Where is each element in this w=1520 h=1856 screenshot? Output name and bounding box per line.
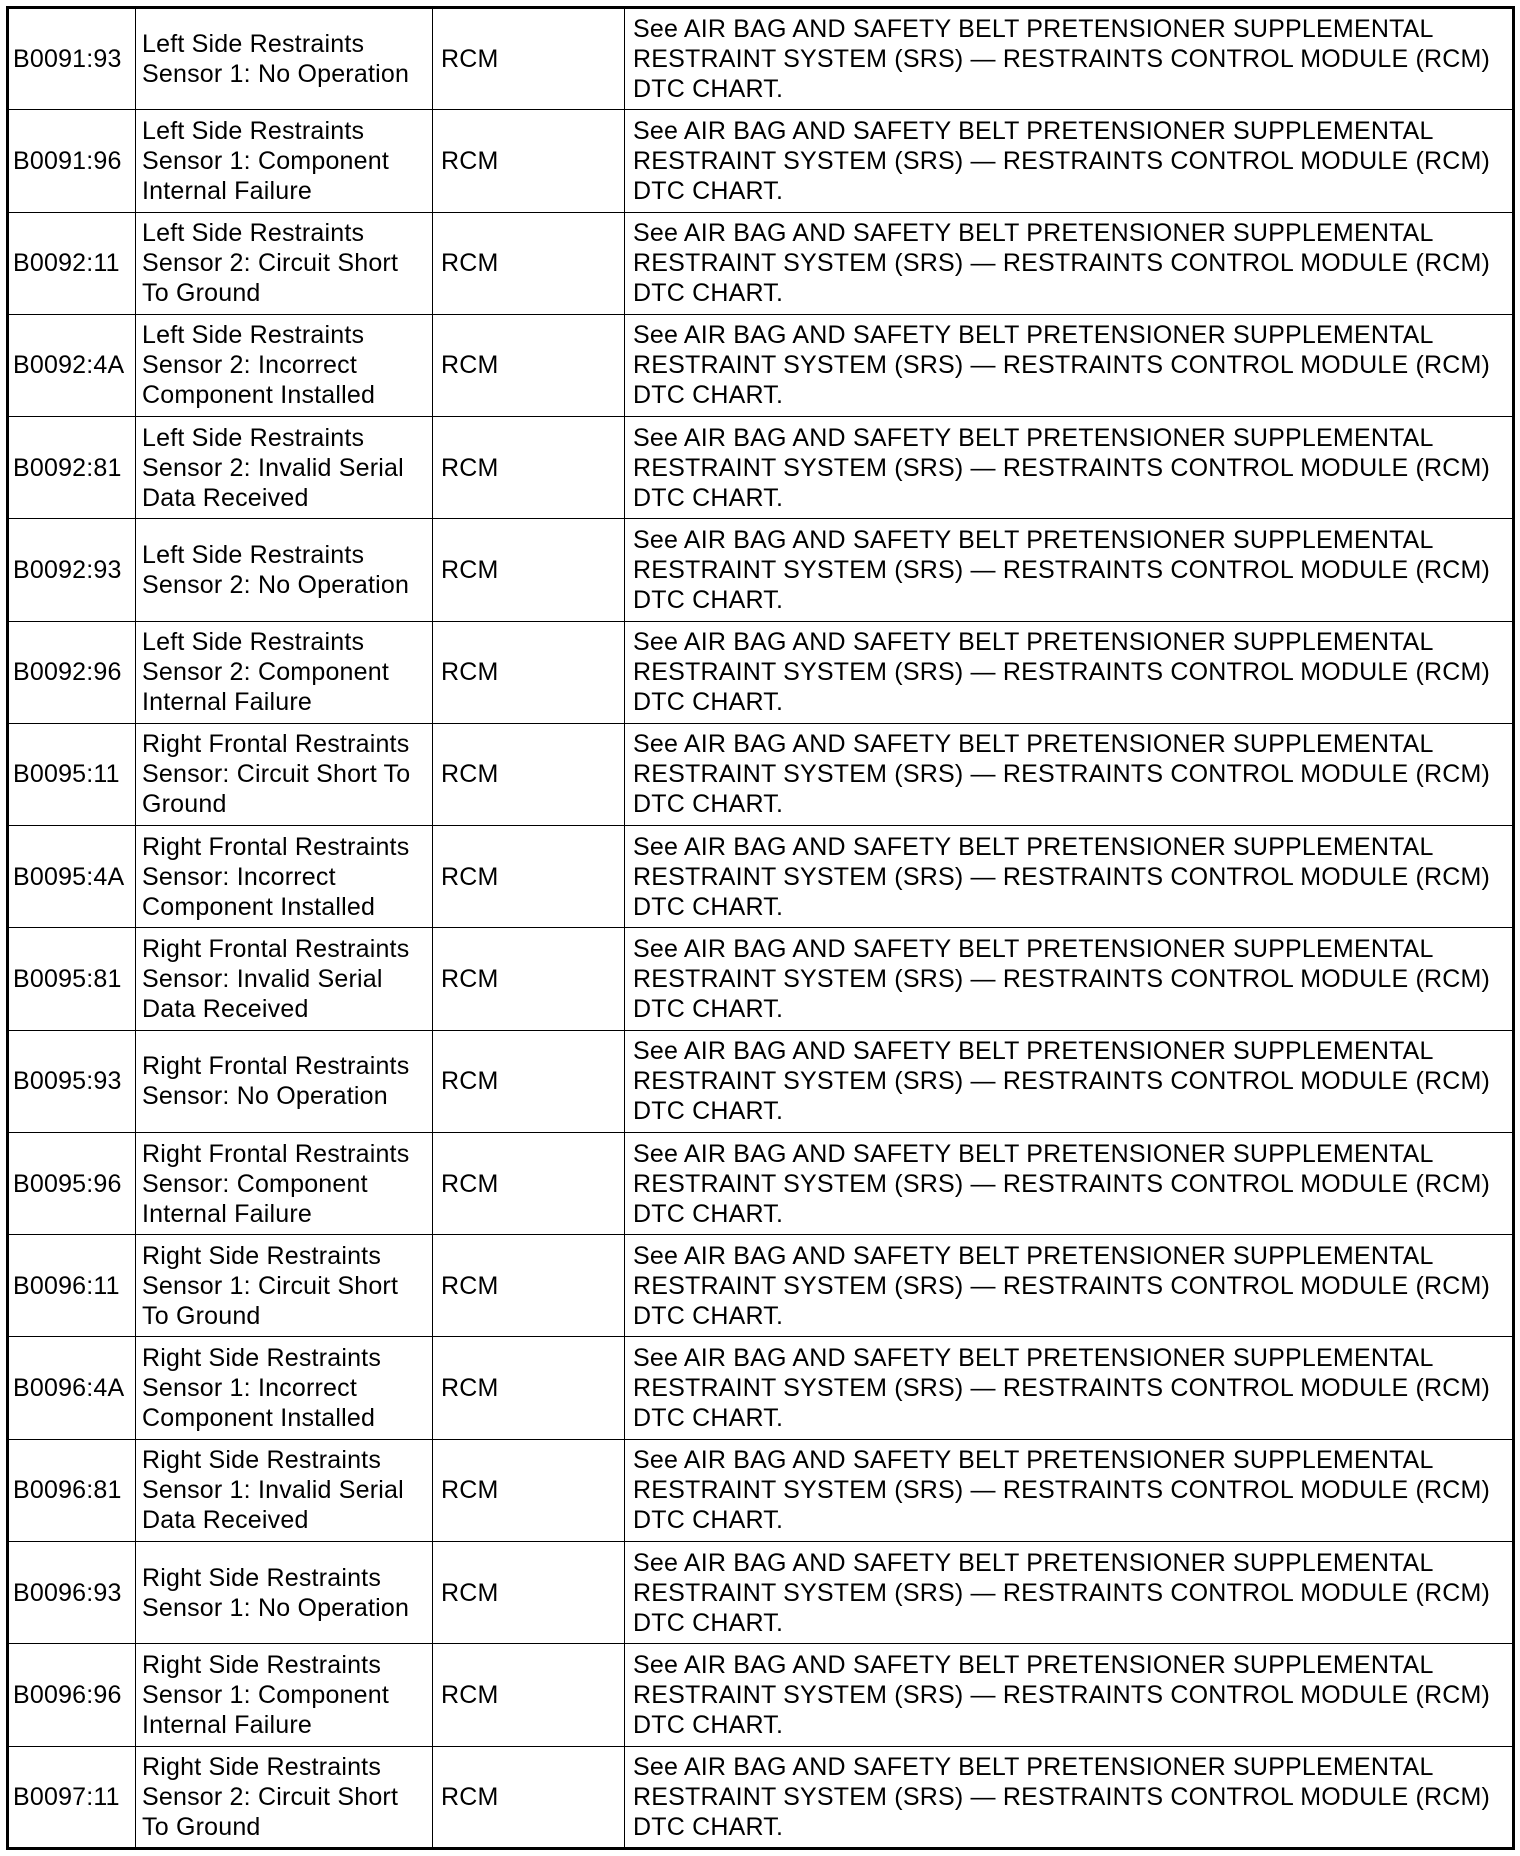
- dtc-action-cell: See AIR BAG AND SAFETY BELT PRETENSIONER SUPPLEMENTAL RESTRAINT SYSTEM (SRS) — RESTRAINTS CONTROL MODULE (RCM) DTC CHART.: [625, 928, 1514, 1030]
- dtc-code-cell: B0096:11: [8, 1235, 136, 1337]
- dtc-module-cell: RCM: [433, 519, 625, 621]
- table-row: [8, 1541, 1514, 1643]
- dtc-description-cell: Left Side Restraints Sensor 1: Component Internal Failure: [136, 110, 433, 212]
- dtc-code-cell: B0092:11: [8, 212, 136, 314]
- dtc-module-cell: RCM: [433, 826, 625, 928]
- dtc-description-cell: Right Side Restraints Sensor 1: Invalid Serial Data Received: [136, 1439, 433, 1541]
- dtc-action-cell: See AIR BAG AND SAFETY BELT PRETENSIONER SUPPLEMENTAL RESTRAINT SYSTEM (SRS) — RESTRAINTS CONTROL MODULE (RCM) DTC CHART.: [625, 1030, 1514, 1132]
- dtc-code-cell: B0091:93: [8, 8, 136, 110]
- dtc-module-cell: RCM: [433, 1746, 625, 1848]
- dtc-description-cell: Right Frontal Restraints Sensor: No Operation: [136, 1030, 433, 1132]
- dtc-description-cell: Left Side Restraints Sensor 2: Component Internal Failure: [136, 621, 433, 723]
- dtc-code-cell: B0097:11: [8, 1746, 136, 1848]
- dtc-code-cell: B0096:4A: [8, 1337, 136, 1439]
- dtc-action-cell: See AIR BAG AND SAFETY BELT PRETENSIONER SUPPLEMENTAL RESTRAINT SYSTEM (SRS) — RESTRAINTS CONTROL MODULE (RCM) DTC CHART.: [625, 212, 1514, 314]
- table-row: [8, 1030, 1514, 1132]
- dtc-module-cell: RCM: [433, 1644, 625, 1746]
- dtc-module-cell: RCM: [433, 1439, 625, 1541]
- dtc-code-cell: B0091:96: [8, 110, 136, 212]
- dtc-module-cell: RCM: [433, 314, 625, 416]
- table-row: [8, 8, 1514, 110]
- table-row: [8, 621, 1514, 723]
- dtc-action-cell: See AIR BAG AND SAFETY BELT PRETENSIONER SUPPLEMENTAL RESTRAINT SYSTEM (SRS) — RESTRAINTS CONTROL MODULE (RCM) DTC CHART.: [625, 8, 1514, 110]
- table-row: [8, 1746, 1514, 1848]
- table-row: [8, 826, 1514, 928]
- dtc-module-cell: RCM: [433, 1337, 625, 1439]
- table-row: [8, 1337, 1514, 1439]
- dtc-action-cell: See AIR BAG AND SAFETY BELT PRETENSIONER SUPPLEMENTAL RESTRAINT SYSTEM (SRS) — RESTRAINTS CONTROL MODULE (RCM) DTC CHART.: [625, 826, 1514, 928]
- dtc-action-cell: See AIR BAG AND SAFETY BELT PRETENSIONER SUPPLEMENTAL RESTRAINT SYSTEM (SRS) — RESTRAINTS CONTROL MODULE (RCM) DTC CHART.: [625, 723, 1514, 825]
- dtc-action-cell: See AIR BAG AND SAFETY BELT PRETENSIONER SUPPLEMENTAL RESTRAINT SYSTEM (SRS) — RESTRAINTS CONTROL MODULE (RCM) DTC CHART.: [625, 314, 1514, 416]
- table-row: [8, 110, 1514, 212]
- dtc-description-cell: Right Side Restraints Sensor 1: Incorrect Component Installed: [136, 1337, 433, 1439]
- dtc-module-cell: RCM: [433, 621, 625, 723]
- dtc-table: [6, 6, 1515, 1850]
- dtc-description-cell: Right Side Restraints Sensor 2: Circuit Short To Ground: [136, 1746, 433, 1848]
- dtc-code-cell: B0092:93: [8, 519, 136, 621]
- table-row: [8, 417, 1514, 519]
- dtc-code-cell: B0095:96: [8, 1132, 136, 1234]
- dtc-description-cell: Left Side Restraints Sensor 1: No Operation: [136, 8, 433, 110]
- dtc-module-cell: RCM: [433, 928, 625, 1030]
- dtc-module-cell: RCM: [433, 1235, 625, 1337]
- dtc-action-cell: See AIR BAG AND SAFETY BELT PRETENSIONER SUPPLEMENTAL RESTRAINT SYSTEM (SRS) — RESTRAINTS CONTROL MODULE (RCM) DTC CHART.: [625, 1644, 1514, 1746]
- dtc-action-cell: See AIR BAG AND SAFETY BELT PRETENSIONER SUPPLEMENTAL RESTRAINT SYSTEM (SRS) — RESTRAINTS CONTROL MODULE (RCM) DTC CHART.: [625, 417, 1514, 519]
- dtc-code-cell: B0095:81: [8, 928, 136, 1030]
- dtc-action-cell: See AIR BAG AND SAFETY BELT PRETENSIONER SUPPLEMENTAL RESTRAINT SYSTEM (SRS) — RESTRAINTS CONTROL MODULE (RCM) DTC CHART.: [625, 1439, 1514, 1541]
- dtc-module-cell: RCM: [433, 212, 625, 314]
- table-row: [8, 928, 1514, 1030]
- dtc-description-cell: Right Side Restraints Sensor 1: Component Internal Failure: [136, 1644, 433, 1746]
- dtc-description-cell: Left Side Restraints Sensor 2: No Operation: [136, 519, 433, 621]
- dtc-description-cell: Right Frontal Restraints Sensor: Incorrect Component Installed: [136, 826, 433, 928]
- dtc-action-cell: See AIR BAG AND SAFETY BELT PRETENSIONER SUPPLEMENTAL RESTRAINT SYSTEM (SRS) — RESTRAINTS CONTROL MODULE (RCM) DTC CHART.: [625, 1132, 1514, 1234]
- dtc-module-cell: RCM: [433, 8, 625, 110]
- dtc-code-cell: B0092:96: [8, 621, 136, 723]
- table-row: [8, 1132, 1514, 1234]
- dtc-action-cell: See AIR BAG AND SAFETY BELT PRETENSIONER SUPPLEMENTAL RESTRAINT SYSTEM (SRS) — RESTRAINTS CONTROL MODULE (RCM) DTC CHART.: [625, 1235, 1514, 1337]
- dtc-description-cell: Right Side Restraints Sensor 1: No Operation: [136, 1541, 433, 1643]
- table-row: [8, 723, 1514, 825]
- dtc-module-cell: RCM: [433, 1030, 625, 1132]
- table-row: [8, 212, 1514, 314]
- dtc-code-cell: B0095:11: [8, 723, 136, 825]
- dtc-module-cell: RCM: [433, 417, 625, 519]
- dtc-module-cell: RCM: [433, 110, 625, 212]
- dtc-module-cell: RCM: [433, 1132, 625, 1234]
- table-row: [8, 1644, 1514, 1746]
- dtc-action-cell: See AIR BAG AND SAFETY BELT PRETENSIONER SUPPLEMENTAL RESTRAINT SYSTEM (SRS) — RESTRAINTS CONTROL MODULE (RCM) DTC CHART.: [625, 1541, 1514, 1643]
- dtc-action-cell: See AIR BAG AND SAFETY BELT PRETENSIONER SUPPLEMENTAL RESTRAINT SYSTEM (SRS) — RESTRAINTS CONTROL MODULE (RCM) DTC CHART.: [625, 1746, 1514, 1848]
- dtc-description-cell: Left Side Restraints Sensor 2: Incorrect Component Installed: [136, 314, 433, 416]
- dtc-description-cell: Left Side Restraints Sensor 2: Circuit Short To Ground: [136, 212, 433, 314]
- dtc-code-cell: B0095:4A: [8, 826, 136, 928]
- table-row: [8, 1439, 1514, 1541]
- dtc-action-cell: See AIR BAG AND SAFETY BELT PRETENSIONER SUPPLEMENTAL RESTRAINT SYSTEM (SRS) — RESTRAINTS CONTROL MODULE (RCM) DTC CHART.: [625, 621, 1514, 723]
- dtc-code-cell: B0096:81: [8, 1439, 136, 1541]
- table-row: [8, 314, 1514, 416]
- dtc-module-cell: RCM: [433, 1541, 625, 1643]
- table-row: [8, 1235, 1514, 1337]
- dtc-module-cell: RCM: [433, 723, 625, 825]
- dtc-code-cell: B0092:4A: [8, 314, 136, 416]
- dtc-table-body: [8, 8, 1514, 1849]
- table-row: [8, 519, 1514, 621]
- dtc-code-cell: B0096:96: [8, 1644, 136, 1746]
- dtc-action-cell: See AIR BAG AND SAFETY BELT PRETENSIONER SUPPLEMENTAL RESTRAINT SYSTEM (SRS) — RESTRAINTS CONTROL MODULE (RCM) DTC CHART.: [625, 1337, 1514, 1439]
- dtc-description-cell: Right Frontal Restraints Sensor: Invalid Serial Data Received: [136, 928, 433, 1030]
- dtc-description-cell: Right Frontal Restraints Sensor: Component Internal Failure: [136, 1132, 433, 1234]
- dtc-action-cell: See AIR BAG AND SAFETY BELT PRETENSIONER SUPPLEMENTAL RESTRAINT SYSTEM (SRS) — RESTRAINTS CONTROL MODULE (RCM) DTC CHART.: [625, 110, 1514, 212]
- dtc-description-cell: Right Frontal Restraints Sensor: Circuit Short To Ground: [136, 723, 433, 825]
- dtc-code-cell: B0096:93: [8, 1541, 136, 1643]
- dtc-action-cell: See AIR BAG AND SAFETY BELT PRETENSIONER SUPPLEMENTAL RESTRAINT SYSTEM (SRS) — RESTRAINTS CONTROL MODULE (RCM) DTC CHART.: [625, 519, 1514, 621]
- dtc-code-cell: B0095:93: [8, 1030, 136, 1132]
- dtc-description-cell: Right Side Restraints Sensor 1: Circuit Short To Ground: [136, 1235, 433, 1337]
- dtc-description-cell: Left Side Restraints Sensor 2: Invalid Serial Data Received: [136, 417, 433, 519]
- dtc-code-cell: B0092:81: [8, 417, 136, 519]
